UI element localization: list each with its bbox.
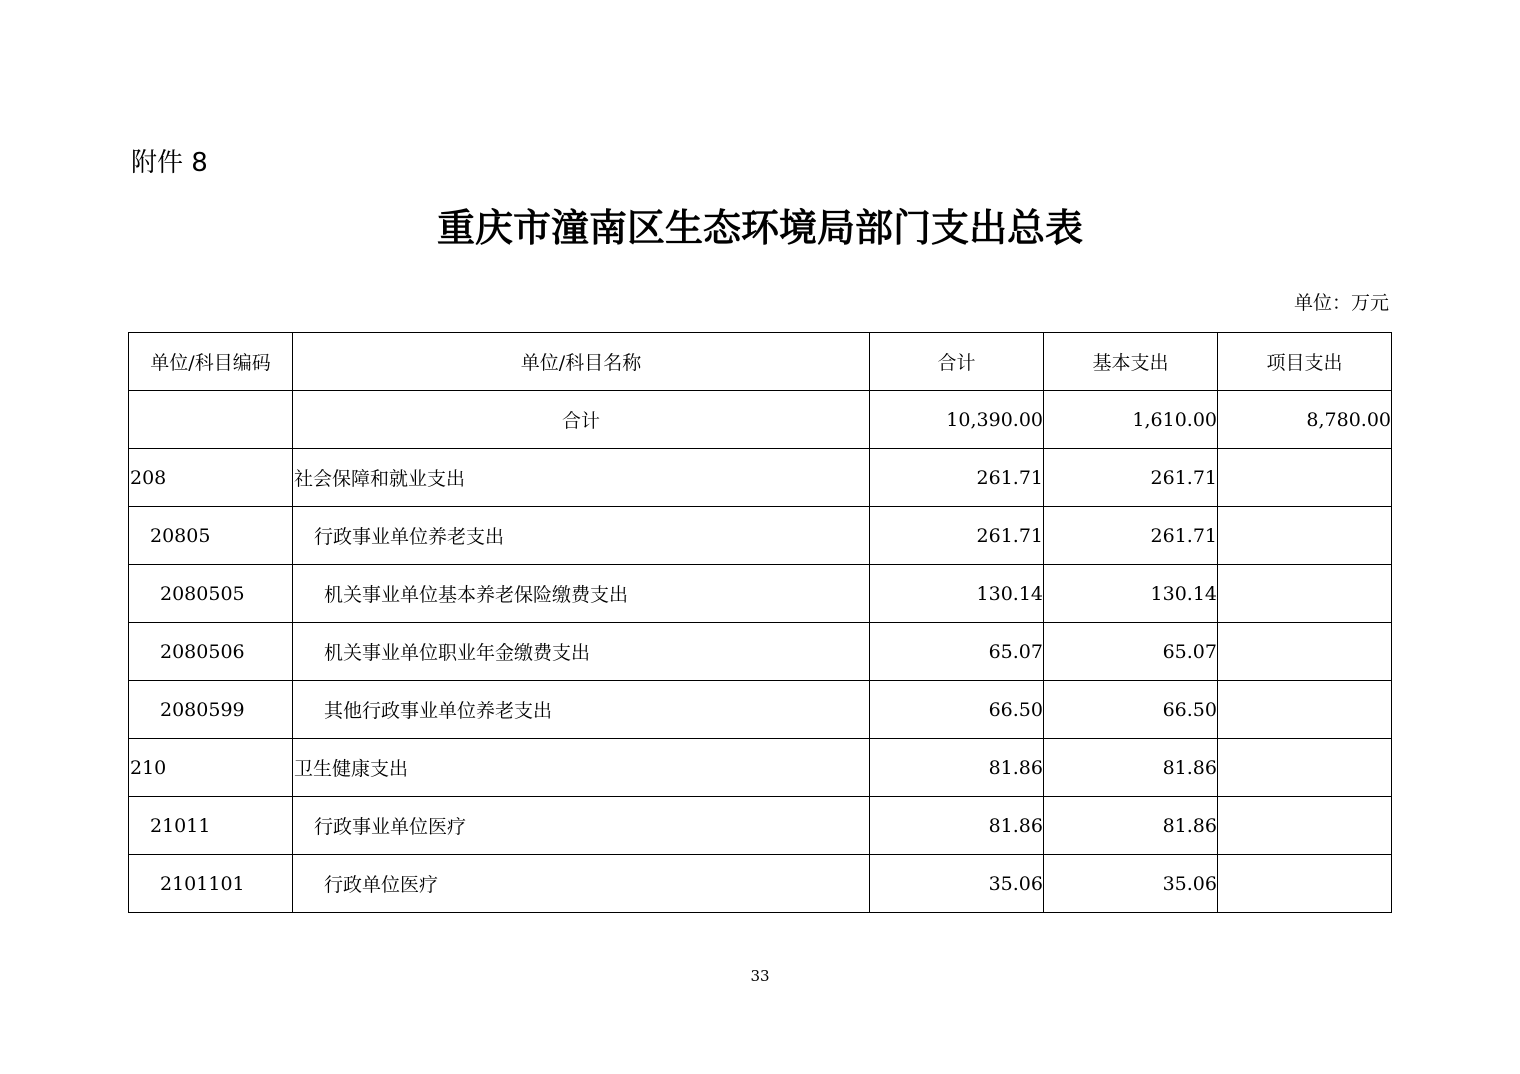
code-cell: 2080599 xyxy=(129,681,293,739)
table-row xyxy=(129,739,1392,797)
attachment-label: 附件 8 xyxy=(131,148,208,178)
unit-label: 单位：万元 xyxy=(1293,292,1389,314)
project-cell xyxy=(1218,565,1392,623)
code-cell: 208 xyxy=(129,449,293,507)
table-row xyxy=(129,855,1392,913)
header-project: 项目支出 xyxy=(1218,333,1392,391)
total-cell: 261.71 xyxy=(870,507,1044,565)
project-cell xyxy=(1218,797,1392,855)
total-name-cell: 合计 xyxy=(293,391,870,449)
table-row xyxy=(129,565,1392,623)
project-cell xyxy=(1218,681,1392,739)
project-cell xyxy=(1218,507,1392,565)
header-name: 单位/科目名称 xyxy=(293,333,870,391)
table-row xyxy=(129,507,1392,565)
basic-cell: 66.50 xyxy=(1044,681,1218,739)
code-cell: 2080506 xyxy=(129,623,293,681)
table-row xyxy=(129,797,1392,855)
project-cell xyxy=(1218,739,1392,797)
code-cell: 20805 xyxy=(129,507,293,565)
basic-cell: 261.71 xyxy=(1044,449,1218,507)
table-header-row xyxy=(129,333,1392,391)
basic-cell: 81.86 xyxy=(1044,797,1218,855)
total-basic-cell: 1,610.00 xyxy=(1044,391,1218,449)
total-cell: 81.86 xyxy=(870,739,1044,797)
name-cell: 卫生健康支出 xyxy=(293,739,870,797)
total-cell: 65.07 xyxy=(870,623,1044,681)
header-basic: 基本支出 xyxy=(1044,333,1218,391)
total-cell: 66.50 xyxy=(870,681,1044,739)
total-project-cell: 8,780.00 xyxy=(1218,391,1392,449)
table-row xyxy=(129,623,1392,681)
code-cell: 210 xyxy=(129,739,293,797)
name-cell: 行政事业单位养老支出 xyxy=(293,507,870,565)
project-cell xyxy=(1218,449,1392,507)
total-code-cell xyxy=(129,391,293,449)
name-cell: 行政单位医疗 xyxy=(293,855,870,913)
name-cell: 机关事业单位基本养老保险缴费支出 xyxy=(293,565,870,623)
basic-cell: 130.14 xyxy=(1044,565,1218,623)
header-total: 合计 xyxy=(870,333,1044,391)
code-cell: 2101101 xyxy=(129,855,293,913)
table-row xyxy=(129,681,1392,739)
total-cell: 130.14 xyxy=(870,565,1044,623)
total-cell: 81.86 xyxy=(870,797,1044,855)
name-cell: 行政事业单位医疗 xyxy=(293,797,870,855)
total-cell: 261.71 xyxy=(870,449,1044,507)
basic-cell: 81.86 xyxy=(1044,739,1218,797)
basic-cell: 65.07 xyxy=(1044,623,1218,681)
code-cell: 2080505 xyxy=(129,565,293,623)
name-cell: 机关事业单位职业年金缴费支出 xyxy=(293,623,870,681)
basic-cell: 261.71 xyxy=(1044,507,1218,565)
page-title: 重庆市潼南区生态环境局部门支出总表 xyxy=(436,205,1083,250)
name-cell: 社会保障和就业支出 xyxy=(293,449,870,507)
project-cell xyxy=(1218,623,1392,681)
header-code: 单位/科目编码 xyxy=(129,333,293,391)
name-cell: 其他行政事业单位养老支出 xyxy=(293,681,870,739)
basic-cell: 35.06 xyxy=(1044,855,1218,913)
total-row xyxy=(129,391,1392,449)
expenditure-table xyxy=(128,332,1392,913)
project-cell xyxy=(1218,855,1392,913)
total-cell: 35.06 xyxy=(870,855,1044,913)
page-number: 33 xyxy=(750,967,770,985)
total-total-cell: 10,390.00 xyxy=(870,391,1044,449)
table-row xyxy=(129,449,1392,507)
code-cell: 21011 xyxy=(129,797,293,855)
